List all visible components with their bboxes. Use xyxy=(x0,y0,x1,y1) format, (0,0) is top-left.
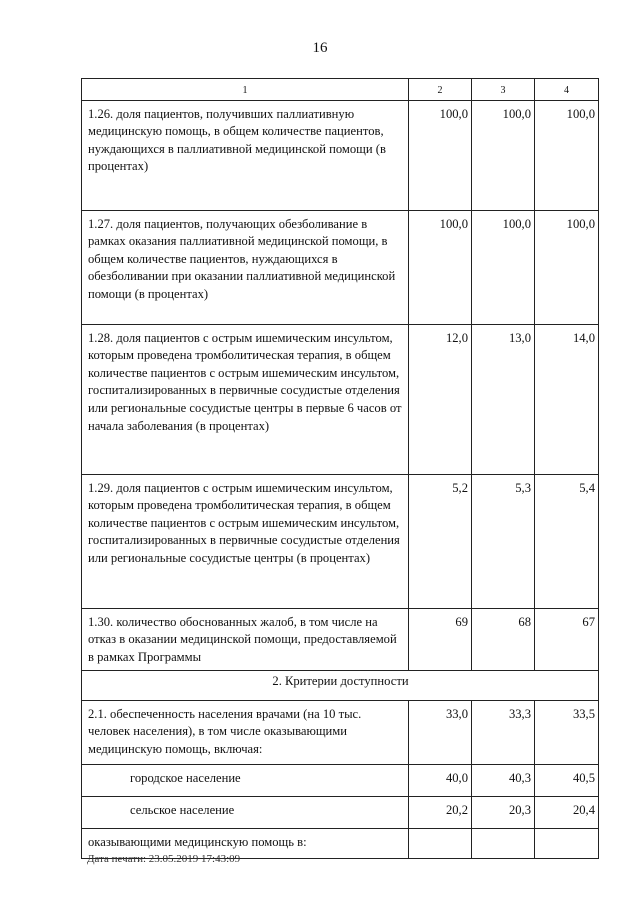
row-value-col3: 33,3 xyxy=(472,700,535,764)
row-value-col3: 20,3 xyxy=(472,796,535,828)
section-title: 2. Критерии доступности xyxy=(82,670,599,700)
table-row xyxy=(82,210,599,324)
row-value-col3: 68 xyxy=(472,608,535,670)
row-value-col2: 12,0 xyxy=(409,324,472,474)
table-header-row xyxy=(82,79,599,101)
table-row xyxy=(82,764,599,796)
criteria-table xyxy=(81,78,599,859)
section-row xyxy=(82,670,599,700)
header-col-4: 4 xyxy=(535,79,599,101)
row-value-col3: 5,3 xyxy=(472,474,535,608)
row-value-col2: 100,0 xyxy=(409,100,472,210)
row-value-col2 xyxy=(409,828,472,858)
row-value-col3: 100,0 xyxy=(472,210,535,324)
row-label: 1.27. доля пациентов, получающих обезболивание в рамках оказания паллиативной медицинской помощи, в общем количестве пациентов, нуждающихся в обезболивании при оказании паллиативной медицинской помощи (в процентах) xyxy=(82,210,409,324)
row-value-col2: 40,0 xyxy=(409,764,472,796)
table-row xyxy=(82,100,599,210)
row-value-col4: 33,5 xyxy=(535,700,599,764)
row-label: 1.28. доля пациентов с острым ишемическим инсультом, которым проведена тромболитическая терапия, в общем количестве пациентов с острым ишемическим инсультом, госпитализированных в первичные сосудистые отделения или региональные сосудистые центры в первые 6 часов от начала заболевания (в процентах) xyxy=(82,324,409,474)
row-label: 1.30. количество обоснованных жалоб, в том числе на отказ в оказании медицинской помощи, предоставляемой в рамках Программы xyxy=(82,608,409,670)
row-value-col4: 100,0 xyxy=(535,210,599,324)
row-label: 2.1. обеспеченность населения врачами (на 10 тыс. человек населения), в том числе оказывающими медицинскую помощь, включая: xyxy=(82,700,409,764)
row-value-col2: 20,2 xyxy=(409,796,472,828)
row-label: оказывающими медицинскую помощь в: xyxy=(82,828,409,858)
row-value-col4: 67 xyxy=(535,608,599,670)
row-value-col3: 40,3 xyxy=(472,764,535,796)
print-date: Дата печати: 23.05.2019 17:43:09 xyxy=(87,853,241,865)
row-label: 1.29. доля пациентов с острым ишемическим инсультом, которым проведена тромболитическая терапия, в общем количестве пациентов с острым ишемическим инсультом, госпитализированных в первичные сосудистые отделения или региональные сосудистые центры (в процентах) xyxy=(82,474,409,608)
row-value-col2: 69 xyxy=(409,608,472,670)
table-row xyxy=(82,474,599,608)
row-label: 1.26. доля пациентов, получивших паллиативную медицинскую помощь, в общем количестве пациентов, нуждающихся в паллиативной медицинской помощи (в процентах) xyxy=(82,100,409,210)
page-number: 16 xyxy=(312,40,328,56)
row-value-col4: 40,5 xyxy=(535,764,599,796)
row-value-col3: 13,0 xyxy=(472,324,535,474)
row-value-col3: 100,0 xyxy=(472,100,535,210)
table-row xyxy=(82,608,599,670)
row-value-col4 xyxy=(535,828,599,858)
row-value-col2: 5,2 xyxy=(409,474,472,608)
row-value-col3 xyxy=(472,828,535,858)
row-value-col4: 14,0 xyxy=(535,324,599,474)
row-value-col4: 20,4 xyxy=(535,796,599,828)
header-col-1: 1 xyxy=(82,79,409,101)
row-value-col4: 5,4 xyxy=(535,474,599,608)
table-row xyxy=(82,796,599,828)
header-col-3: 3 xyxy=(472,79,535,101)
row-value-col2: 33,0 xyxy=(409,700,472,764)
row-label: городское население xyxy=(82,764,409,796)
table-row xyxy=(82,700,599,764)
header-col-2: 2 xyxy=(409,79,472,101)
row-value-col2: 100,0 xyxy=(409,210,472,324)
row-label: сельское население xyxy=(82,796,409,828)
table-row xyxy=(82,324,599,474)
row-value-col4: 100,0 xyxy=(535,100,599,210)
